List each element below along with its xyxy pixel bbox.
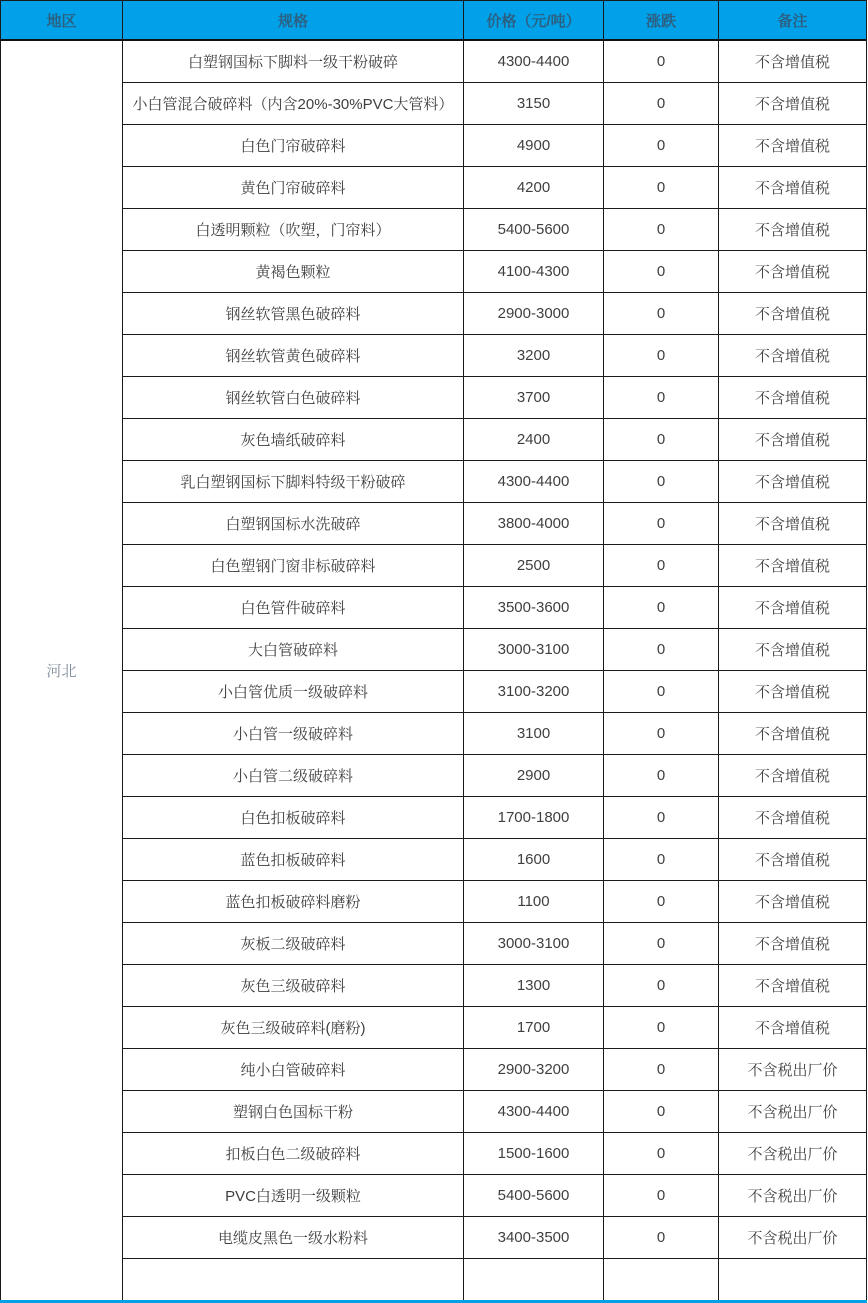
change-cell: 0 bbox=[604, 1217, 719, 1259]
note-cell: 不含增值税 bbox=[719, 629, 867, 671]
price-cell: 3800-4000 bbox=[464, 503, 604, 545]
table-row bbox=[1, 40, 867, 83]
spec-cell: 钢丝软管黄色破碎料 bbox=[123, 335, 464, 377]
change-cell bbox=[604, 1259, 719, 1303]
change-cell: 0 bbox=[604, 755, 719, 797]
change-cell: 0 bbox=[604, 965, 719, 1007]
spec-cell: 钢丝软管白色破碎料 bbox=[123, 377, 464, 419]
note-cell: 不含增值税 bbox=[719, 797, 867, 839]
spec-cell: 白塑钢国标下脚料一级干粉破碎 bbox=[123, 40, 464, 83]
spec-cell: 塑钢白色国标干粉 bbox=[123, 1091, 464, 1133]
note-cell: 不含增值税 bbox=[719, 125, 867, 167]
column-header-price: 价格（元/吨） bbox=[464, 1, 604, 41]
spec-cell: 灰色墙纸破碎料 bbox=[123, 419, 464, 461]
spec-cell: 灰色三级破碎料(磨粉) bbox=[123, 1007, 464, 1049]
note-cell: 不含增值税 bbox=[719, 83, 867, 125]
price-cell: 3100-3200 bbox=[464, 671, 604, 713]
price-cell: 1100 bbox=[464, 881, 604, 923]
note-cell: 不含增值税 bbox=[719, 167, 867, 209]
change-cell: 0 bbox=[604, 1091, 719, 1133]
price-cell: 1500-1600 bbox=[464, 1133, 604, 1175]
table-body bbox=[1, 40, 867, 1302]
change-cell: 0 bbox=[604, 881, 719, 923]
table-header bbox=[1, 1, 867, 41]
table-row bbox=[1, 713, 867, 755]
spec-cell: 黄褐色颗粒 bbox=[123, 251, 464, 293]
spec-cell: 小白管二级破碎料 bbox=[123, 755, 464, 797]
change-cell: 0 bbox=[604, 83, 719, 125]
spec-cell: 大白管破碎料 bbox=[123, 629, 464, 671]
spec-cell: 白色扣板破碎料 bbox=[123, 797, 464, 839]
table-row bbox=[1, 83, 867, 125]
change-cell: 0 bbox=[604, 461, 719, 503]
spec-cell: 黄色门帘破碎料 bbox=[123, 167, 464, 209]
change-cell: 0 bbox=[604, 629, 719, 671]
table-row bbox=[1, 671, 867, 713]
price-cell: 3150 bbox=[464, 83, 604, 125]
change-cell: 0 bbox=[604, 1175, 719, 1217]
spec-cell: 乳白塑钢国标下脚料特级干粉破碎 bbox=[123, 461, 464, 503]
change-cell: 0 bbox=[604, 1049, 719, 1091]
column-header-note: 备注 bbox=[719, 1, 867, 41]
spec-cell: 灰色三级破碎料 bbox=[123, 965, 464, 1007]
price-cell: 3700 bbox=[464, 377, 604, 419]
price-cell: 2900 bbox=[464, 755, 604, 797]
spec-cell: 扣板白色二级破碎料 bbox=[123, 1133, 464, 1175]
note-cell: 不含增值税 bbox=[719, 209, 867, 251]
table-row bbox=[1, 1217, 867, 1259]
price-cell: 1700-1800 bbox=[464, 797, 604, 839]
table-row bbox=[1, 755, 867, 797]
note-cell: 不含增值税 bbox=[719, 923, 867, 965]
price-cell: 4300-4400 bbox=[464, 40, 604, 83]
table-row bbox=[1, 209, 867, 251]
table-row bbox=[1, 1133, 867, 1175]
spec-cell: 电缆皮黑色一级水粉料 bbox=[123, 1217, 464, 1259]
table-row bbox=[1, 923, 867, 965]
spec-cell: PVC白透明一级颗粒 bbox=[123, 1175, 464, 1217]
note-cell: 不含增值税 bbox=[719, 713, 867, 755]
price-cell: 2900-3000 bbox=[464, 293, 604, 335]
note-cell: 不含增值税 bbox=[719, 461, 867, 503]
change-cell: 0 bbox=[604, 1133, 719, 1175]
price-cell: 1300 bbox=[464, 965, 604, 1007]
table-row bbox=[1, 125, 867, 167]
note-cell: 不含增值税 bbox=[719, 419, 867, 461]
change-cell: 0 bbox=[604, 587, 719, 629]
spec-cell: 小白管优质一级破碎料 bbox=[123, 671, 464, 713]
table-row bbox=[1, 797, 867, 839]
note-cell: 不含增值税 bbox=[719, 839, 867, 881]
table-row bbox=[1, 293, 867, 335]
note-cell: 不含增值税 bbox=[719, 545, 867, 587]
spec-cell: 灰板二级破碎料 bbox=[123, 923, 464, 965]
header-row bbox=[1, 1, 867, 41]
note-cell: 不含增值税 bbox=[719, 755, 867, 797]
table-row bbox=[1, 503, 867, 545]
note-cell: 不含增值税 bbox=[719, 40, 867, 83]
change-cell: 0 bbox=[604, 125, 719, 167]
note-cell: 不含税出厂价 bbox=[719, 1133, 867, 1175]
change-cell: 0 bbox=[604, 377, 719, 419]
change-cell: 0 bbox=[604, 419, 719, 461]
spec-cell: 钢丝软管黑色破碎料 bbox=[123, 293, 464, 335]
note-cell: 不含增值税 bbox=[719, 881, 867, 923]
price-cell: 3500-3600 bbox=[464, 587, 604, 629]
note-cell: 不含税出厂价 bbox=[719, 1175, 867, 1217]
price-cell: 3400-3500 bbox=[464, 1217, 604, 1259]
price-cell: 3200 bbox=[464, 335, 604, 377]
price-cell: 4300-4400 bbox=[464, 1091, 604, 1133]
table-row bbox=[1, 839, 867, 881]
spec-cell: 小白管混合破碎料（内含20%-30%PVC大管料） bbox=[123, 83, 464, 125]
spec-cell: 白色门帘破碎料 bbox=[123, 125, 464, 167]
spec-cell: 白色塑钢门窗非标破碎料 bbox=[123, 545, 464, 587]
table-row bbox=[1, 587, 867, 629]
table-row bbox=[1, 965, 867, 1007]
change-cell: 0 bbox=[604, 503, 719, 545]
change-cell: 0 bbox=[604, 209, 719, 251]
spec-cell bbox=[123, 1259, 464, 1303]
table-row bbox=[1, 629, 867, 671]
table-row bbox=[1, 881, 867, 923]
spec-cell: 白色管件破碎料 bbox=[123, 587, 464, 629]
change-cell: 0 bbox=[604, 251, 719, 293]
price-cell bbox=[464, 1259, 604, 1303]
change-cell: 0 bbox=[604, 713, 719, 755]
region-cell: 河北 bbox=[1, 40, 123, 1302]
price-cell: 4300-4400 bbox=[464, 461, 604, 503]
table-row bbox=[1, 377, 867, 419]
price-cell: 5400-5600 bbox=[464, 209, 604, 251]
note-cell: 不含增值税 bbox=[719, 293, 867, 335]
column-header-region: 地区 bbox=[1, 1, 123, 41]
note-cell: 不含增值税 bbox=[719, 251, 867, 293]
note-cell: 不含税出厂价 bbox=[719, 1049, 867, 1091]
change-cell: 0 bbox=[604, 797, 719, 839]
table-row bbox=[1, 1091, 867, 1133]
change-cell: 0 bbox=[604, 923, 719, 965]
change-cell: 0 bbox=[604, 1007, 719, 1049]
price-cell: 3100 bbox=[464, 713, 604, 755]
spec-cell: 小白管一级破碎料 bbox=[123, 713, 464, 755]
change-cell: 0 bbox=[604, 167, 719, 209]
note-cell bbox=[719, 1259, 867, 1303]
price-cell: 2500 bbox=[464, 545, 604, 587]
note-cell: 不含增值税 bbox=[719, 965, 867, 1007]
note-cell: 不含增值税 bbox=[719, 587, 867, 629]
note-cell: 不含税出厂价 bbox=[719, 1217, 867, 1259]
change-cell: 0 bbox=[604, 839, 719, 881]
table-row bbox=[1, 335, 867, 377]
change-cell: 0 bbox=[604, 293, 719, 335]
note-cell: 不含增值税 bbox=[719, 671, 867, 713]
change-cell: 0 bbox=[604, 545, 719, 587]
note-cell: 不含增值税 bbox=[719, 377, 867, 419]
note-cell: 不含增值税 bbox=[719, 1007, 867, 1049]
table-row bbox=[1, 1049, 867, 1091]
change-cell: 0 bbox=[604, 335, 719, 377]
table-row bbox=[1, 1259, 867, 1303]
table-row bbox=[1, 1007, 867, 1049]
change-cell: 0 bbox=[604, 40, 719, 83]
note-cell: 不含税出厂价 bbox=[719, 1091, 867, 1133]
spec-cell: 蓝色扣板破碎料磨粉 bbox=[123, 881, 464, 923]
price-cell: 2400 bbox=[464, 419, 604, 461]
column-header-change: 涨跌 bbox=[604, 1, 719, 41]
spec-cell: 白透明颗粒（吹塑，门帘料） bbox=[123, 209, 464, 251]
note-cell: 不含增值税 bbox=[719, 335, 867, 377]
price-cell: 3000-3100 bbox=[464, 629, 604, 671]
spec-cell: 纯小白管破碎料 bbox=[123, 1049, 464, 1091]
column-header-spec: 规格 bbox=[123, 1, 464, 41]
note-cell: 不含增值税 bbox=[719, 503, 867, 545]
price-cell: 1600 bbox=[464, 839, 604, 881]
table-row bbox=[1, 545, 867, 587]
price-cell: 4100-4300 bbox=[464, 251, 604, 293]
price-cell: 5400-5600 bbox=[464, 1175, 604, 1217]
spec-cell: 白塑钢国标水洗破碎 bbox=[123, 503, 464, 545]
price-cell: 4200 bbox=[464, 167, 604, 209]
table-row bbox=[1, 1175, 867, 1217]
table-row bbox=[1, 167, 867, 209]
table-row bbox=[1, 461, 867, 503]
price-cell: 3000-3100 bbox=[464, 923, 604, 965]
table-row bbox=[1, 419, 867, 461]
price-cell: 4900 bbox=[464, 125, 604, 167]
change-cell: 0 bbox=[604, 671, 719, 713]
spec-cell: 蓝色扣板破碎料 bbox=[123, 839, 464, 881]
price-cell: 2900-3200 bbox=[464, 1049, 604, 1091]
price-cell: 1700 bbox=[464, 1007, 604, 1049]
table-row bbox=[1, 251, 867, 293]
